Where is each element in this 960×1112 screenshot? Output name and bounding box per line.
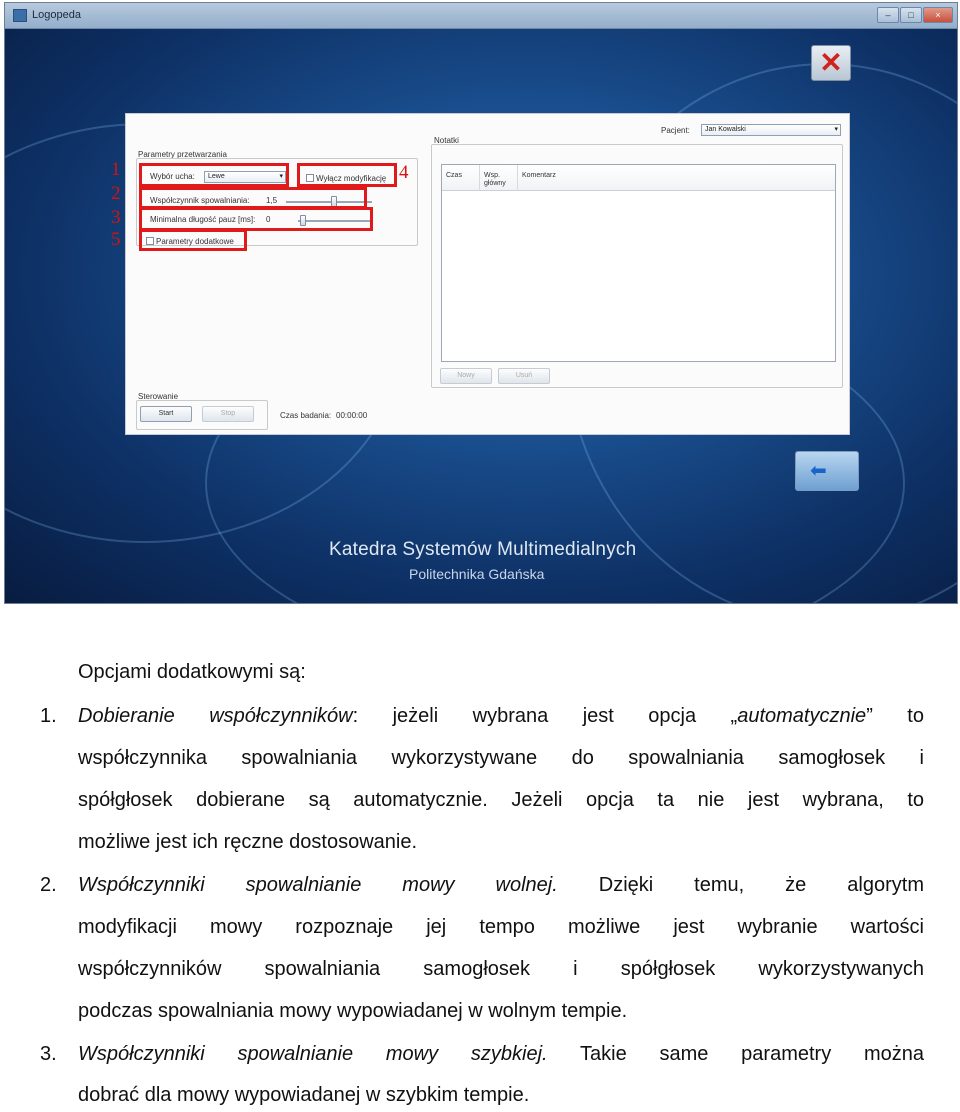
item3-title: Współczynniki spowalnianie mowy szybkiej. xyxy=(78,1043,548,1065)
processing-group-title: Parametry przetwarzania xyxy=(138,150,227,159)
item1-number: 1. xyxy=(40,705,57,727)
marker-4: 4 xyxy=(399,162,409,183)
item1-option: automatycznie xyxy=(737,705,867,727)
close-icon: ✕ xyxy=(819,47,843,78)
item1-text: : jeżeli wybrana jest opcja „ xyxy=(352,705,738,727)
item2-text: Dzięki temu, że algorytm xyxy=(557,874,924,896)
footer-university: Politechnika Gdańska xyxy=(409,566,545,582)
patient-label: Pacjent: xyxy=(661,126,690,135)
min-pause-label: Minimalna długość pauz [ms]: xyxy=(150,215,256,224)
item2-line2: modyfikacji mowy rozpoznaje jej tempo możliwe jest wybranie wartości xyxy=(78,916,924,938)
arrow-left-icon: ⬅ xyxy=(810,460,827,482)
next-button[interactable] xyxy=(795,451,859,491)
item1-title: Dobieranie współczynników xyxy=(78,705,353,727)
stop-button[interactable]: Stop xyxy=(202,406,254,422)
item1-line4: możliwe jest ich ręczne dostosowanie. xyxy=(78,831,418,853)
highlight-box-3 xyxy=(139,207,373,231)
maximize-button[interactable]: □ xyxy=(900,7,922,23)
ear-label: Wybór ucha: xyxy=(150,172,195,181)
highlight-box-5 xyxy=(139,229,247,251)
patient-value: Jan Kowalski xyxy=(705,126,746,133)
ear-value: Lewe xyxy=(208,173,225,180)
test-time-label: Czas badania: xyxy=(280,411,332,420)
disable-mod-label: Wyłącz modyfikację xyxy=(316,174,387,183)
item2-line1 xyxy=(78,874,924,897)
patient-select[interactable] xyxy=(701,124,841,136)
item2-title: Współczynniki spowalnianie mowy wolnej. xyxy=(78,874,558,896)
app-screenshot xyxy=(4,2,958,604)
slow-coef-label: Współczynnik spowalniania: xyxy=(150,196,250,205)
app-icon xyxy=(13,9,27,22)
extra-params-label: Parametry dodatkowe xyxy=(156,237,234,246)
footer-department: Katedra Systemów Multimedialnych xyxy=(329,539,637,560)
highlight-box-1 xyxy=(139,163,289,187)
highlight-box-4 xyxy=(297,163,397,187)
notes-group-title: Notatki xyxy=(434,136,459,145)
item2-number: 2. xyxy=(40,874,57,896)
chevron-down-icon: ▾ xyxy=(279,173,283,180)
item3-text: Takie same parametry można xyxy=(547,1043,924,1065)
marker-2: 2 xyxy=(111,183,121,204)
marker-3: 3 xyxy=(111,207,121,228)
test-time-value: 00:00:00 xyxy=(336,411,368,420)
item1-text: ” to xyxy=(866,705,924,727)
control-group-title: Sterowanie xyxy=(138,392,179,401)
marker-5: 5 xyxy=(111,229,121,250)
item2-line4: podczas spowalniania mowy wypowiadanej w wolnym tempie. xyxy=(78,1000,628,1022)
item3-line1 xyxy=(78,1043,924,1066)
main-panel xyxy=(125,113,850,435)
col-time[interactable]: Czas xyxy=(442,165,480,191)
highlight-box-2 xyxy=(139,187,367,209)
close-app-button[interactable] xyxy=(811,45,851,81)
item1-line1 xyxy=(78,705,924,728)
start-button[interactable]: Start xyxy=(140,406,192,422)
chevron-down-icon: ▾ xyxy=(834,126,838,133)
item3-number: 3. xyxy=(40,1043,57,1065)
item1-line3: spółgłosek dobierane są automatycznie. Jeżeli opcja ta nie jest wybrana, to xyxy=(78,789,924,811)
col-coef[interactable]: Wsp. główny xyxy=(480,165,518,191)
item1-line2: współczynnika spowalniania wykorzystywane do spowalniania samogłosek i xyxy=(78,747,924,769)
delete-note-button[interactable]: Usuń xyxy=(498,368,550,384)
col-comment[interactable]: Komentarz xyxy=(522,172,556,179)
notes-list[interactable] xyxy=(441,164,836,362)
item3-line2: dobrać dla mowy wypowiadanej w szybkim tempie. xyxy=(78,1084,530,1106)
marker-1: 1 xyxy=(111,159,121,180)
item2-line3: współczynników spowalniania samogłosek i spółgłosek wykorzystywanych xyxy=(78,958,924,980)
new-note-button[interactable]: Nowy xyxy=(440,368,492,384)
slow-coef-value: 1,5 xyxy=(266,196,278,205)
notes-header xyxy=(442,165,835,191)
window-close-button[interactable]: × xyxy=(923,7,953,23)
intro-text: Opcjami dodatkowymi są: xyxy=(78,661,306,683)
title-bar xyxy=(5,3,957,29)
window-title: Logopeda xyxy=(32,9,81,21)
minimize-button[interactable]: – xyxy=(877,7,899,23)
min-pause-value: 0 xyxy=(266,215,271,224)
